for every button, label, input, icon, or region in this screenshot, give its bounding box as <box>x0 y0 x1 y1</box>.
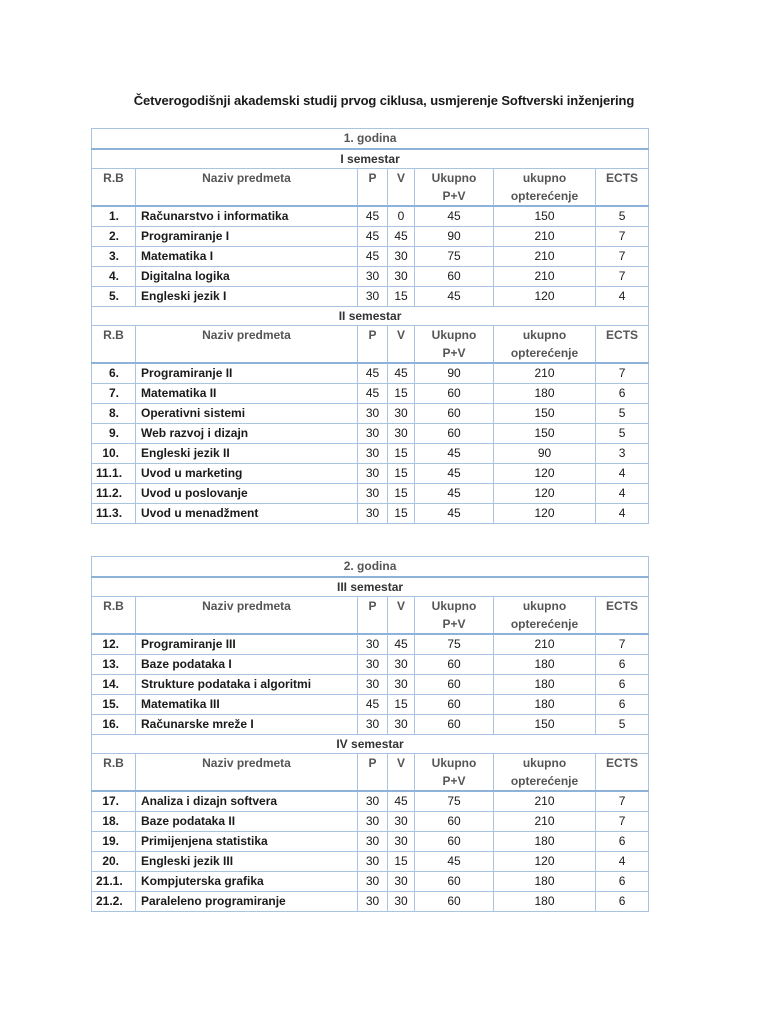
course-total: 45 <box>415 484 494 504</box>
course-v: 0 <box>388 206 415 227</box>
semester-header-row <box>92 307 649 326</box>
course-p: 30 <box>358 504 388 524</box>
course-load: 150 <box>494 404 596 424</box>
col-header-v: V <box>388 326 415 364</box>
table-row <box>92 715 649 735</box>
course-load: 120 <box>494 287 596 307</box>
col-header-name: Naziv predmeta <box>136 754 358 792</box>
course-total: 75 <box>415 247 494 267</box>
course-total: 60 <box>415 675 494 695</box>
course-v: 45 <box>388 791 415 812</box>
col-header-rb: R.B <box>92 326 136 364</box>
table-row <box>92 424 649 444</box>
course-name: Matematika I <box>136 247 358 267</box>
course-name: Kompjuterska grafika <box>136 872 358 892</box>
table-row <box>92 655 649 675</box>
course-ects: 3 <box>596 444 649 464</box>
course-v: 15 <box>388 695 415 715</box>
year-title: 1. godina <box>92 129 649 150</box>
course-name: Baze podataka II <box>136 812 358 832</box>
col-header-load: ukupno opterećenje <box>494 597 596 635</box>
col-header-ects: ECTS <box>596 597 649 635</box>
table-row <box>92 872 649 892</box>
course-p: 30 <box>358 675 388 695</box>
course-load: 210 <box>494 227 596 247</box>
course-total: 90 <box>415 227 494 247</box>
course-ects: 6 <box>596 384 649 404</box>
course-load: 180 <box>494 384 596 404</box>
semester-title: I semestar <box>92 149 649 169</box>
col-header-rb: R.B <box>92 754 136 792</box>
document-title: Četverogodišnji akademski studij prvog ciklusa, usmjerenje Softverski inženjering <box>133 93 635 108</box>
course-load: 210 <box>494 363 596 384</box>
table-row <box>92 695 649 715</box>
col-header-v: V <box>388 597 415 635</box>
course-p: 30 <box>358 404 388 424</box>
course-p: 30 <box>358 287 388 307</box>
course-name: Operativni sistemi <box>136 404 358 424</box>
course-total: 60 <box>415 812 494 832</box>
course-number: 4. <box>92 267 136 287</box>
course-name: Paraleleno programiranje <box>136 892 358 912</box>
course-number: 20. <box>92 852 136 872</box>
table-row <box>92 892 649 912</box>
course-ects: 7 <box>596 363 649 384</box>
course-ects: 6 <box>596 695 649 715</box>
course-v: 15 <box>388 484 415 504</box>
course-v: 15 <box>388 464 415 484</box>
table-row <box>92 852 649 872</box>
column-header-row <box>92 326 649 364</box>
course-p: 30 <box>358 655 388 675</box>
course-name: Matematika II <box>136 384 358 404</box>
course-number: 3. <box>92 247 136 267</box>
course-v: 15 <box>388 384 415 404</box>
course-name: Baze podataka I <box>136 655 358 675</box>
col-header-v: V <box>388 754 415 792</box>
course-load: 180 <box>494 872 596 892</box>
table-row <box>92 812 649 832</box>
course-number: 5. <box>92 287 136 307</box>
course-load: 120 <box>494 852 596 872</box>
course-name: Engleski jezik II <box>136 444 358 464</box>
table-row <box>92 464 649 484</box>
col-header-p: P <box>358 754 388 792</box>
course-load: 210 <box>494 267 596 287</box>
table-row <box>92 832 649 852</box>
course-number: 1. <box>92 206 136 227</box>
course-load: 90 <box>494 444 596 464</box>
semester-title: IV semestar <box>92 735 649 754</box>
col-header-p: P <box>358 169 388 207</box>
course-number: 13. <box>92 655 136 675</box>
table-row <box>92 287 649 307</box>
course-name: Računarstvo i informatika <box>136 206 358 227</box>
col-header-name: Naziv predmeta <box>136 169 358 207</box>
course-load: 210 <box>494 791 596 812</box>
course-p: 30 <box>358 872 388 892</box>
course-ects: 4 <box>596 287 649 307</box>
course-number: 15. <box>92 695 136 715</box>
table-row <box>92 444 649 464</box>
semester-header-row <box>92 735 649 754</box>
course-v: 30 <box>388 655 415 675</box>
course-p: 45 <box>358 247 388 267</box>
course-v: 30 <box>388 675 415 695</box>
column-header-row <box>92 754 649 792</box>
course-number: 2. <box>92 227 136 247</box>
course-name: Programiranje I <box>136 227 358 247</box>
course-total: 45 <box>415 852 494 872</box>
col-header-p: P <box>358 597 388 635</box>
course-number: 12. <box>92 634 136 655</box>
year-header-row <box>92 129 649 150</box>
table-row <box>92 267 649 287</box>
course-load: 210 <box>494 247 596 267</box>
table-row <box>92 363 649 384</box>
course-load: 120 <box>494 464 596 484</box>
course-ects: 4 <box>596 464 649 484</box>
course-total: 60 <box>415 695 494 715</box>
course-number: 18. <box>92 812 136 832</box>
course-load: 120 <box>494 504 596 524</box>
course-total: 60 <box>415 424 494 444</box>
course-p: 30 <box>358 715 388 735</box>
course-ects: 5 <box>596 404 649 424</box>
col-header-p: P <box>358 326 388 364</box>
course-p: 30 <box>358 444 388 464</box>
course-total: 60 <box>415 267 494 287</box>
course-name: Strukture podataka i algoritmi <box>136 675 358 695</box>
course-ects: 7 <box>596 791 649 812</box>
course-total: 75 <box>415 791 494 812</box>
course-ects: 4 <box>596 852 649 872</box>
course-v: 30 <box>388 872 415 892</box>
col-header-name: Naziv predmeta <box>136 597 358 635</box>
course-total: 60 <box>415 384 494 404</box>
course-total: 60 <box>415 655 494 675</box>
course-total: 75 <box>415 634 494 655</box>
course-ects: 7 <box>596 227 649 247</box>
course-ects: 5 <box>596 424 649 444</box>
curriculum-table-year-1 <box>91 128 649 524</box>
course-name: Digitalna logika <box>136 267 358 287</box>
course-number: 14. <box>92 675 136 695</box>
course-load: 120 <box>494 484 596 504</box>
course-total: 60 <box>415 872 494 892</box>
column-header-row <box>92 597 649 635</box>
course-name: Programiranje II <box>136 363 358 384</box>
col-header-load: ukupno opterećenje <box>494 326 596 364</box>
course-name: Uvod u menadžment <box>136 504 358 524</box>
col-header-total: Ukupno P+V <box>415 169 494 207</box>
course-ects: 7 <box>596 812 649 832</box>
course-ects: 6 <box>596 655 649 675</box>
course-v: 15 <box>388 444 415 464</box>
course-p: 30 <box>358 791 388 812</box>
table-row <box>92 791 649 812</box>
course-v: 30 <box>388 267 415 287</box>
course-name: Analiza i dizajn softvera <box>136 791 358 812</box>
course-number: 11.2. <box>92 484 136 504</box>
course-v: 15 <box>388 504 415 524</box>
course-name: Matematika III <box>136 695 358 715</box>
table-row <box>92 384 649 404</box>
course-p: 45 <box>358 363 388 384</box>
course-load: 210 <box>494 812 596 832</box>
course-v: 30 <box>388 404 415 424</box>
table-row <box>92 484 649 504</box>
course-name: Engleski jezik III <box>136 852 358 872</box>
col-header-ects: ECTS <box>596 326 649 364</box>
course-number: 9. <box>92 424 136 444</box>
table-row <box>92 206 649 227</box>
course-load: 150 <box>494 206 596 227</box>
course-v: 45 <box>388 634 415 655</box>
course-load: 180 <box>494 655 596 675</box>
table-row <box>92 404 649 424</box>
course-p: 30 <box>358 484 388 504</box>
course-ects: 4 <box>596 504 649 524</box>
semester-header-row <box>92 149 649 169</box>
course-name: Web razvoj i dizajn <box>136 424 358 444</box>
course-v: 30 <box>388 812 415 832</box>
course-number: 10. <box>92 444 136 464</box>
course-p: 30 <box>358 852 388 872</box>
course-number: 7. <box>92 384 136 404</box>
table-row <box>92 634 649 655</box>
course-v: 15 <box>388 287 415 307</box>
course-ects: 7 <box>596 267 649 287</box>
course-ects: 6 <box>596 892 649 912</box>
course-p: 30 <box>358 424 388 444</box>
course-ects: 4 <box>596 484 649 504</box>
course-number: 11.1. <box>92 464 136 484</box>
course-load: 180 <box>494 675 596 695</box>
col-header-rb: R.B <box>92 169 136 207</box>
course-load: 150 <box>494 424 596 444</box>
course-p: 30 <box>358 267 388 287</box>
course-v: 30 <box>388 247 415 267</box>
semester-title: II semestar <box>92 307 649 326</box>
table-row <box>92 247 649 267</box>
course-total: 60 <box>415 715 494 735</box>
course-ects: 5 <box>596 206 649 227</box>
course-p: 45 <box>358 227 388 247</box>
course-p: 30 <box>358 832 388 852</box>
course-load: 180 <box>494 832 596 852</box>
course-v: 15 <box>388 852 415 872</box>
course-name: Uvod u poslovanje <box>136 484 358 504</box>
year-title: 2. godina <box>92 557 649 578</box>
course-number: 21.1. <box>92 872 136 892</box>
table-row <box>92 675 649 695</box>
course-p: 45 <box>358 695 388 715</box>
course-v: 45 <box>388 227 415 247</box>
course-load: 180 <box>494 892 596 912</box>
col-header-total: Ukupno P+V <box>415 597 494 635</box>
course-ects: 6 <box>596 675 649 695</box>
course-total: 60 <box>415 892 494 912</box>
course-name: Primijenjena statistika <box>136 832 358 852</box>
semester-header-row <box>92 577 649 597</box>
course-p: 30 <box>358 892 388 912</box>
col-header-total: Ukupno P+V <box>415 326 494 364</box>
course-v: 45 <box>388 363 415 384</box>
course-load: 180 <box>494 695 596 715</box>
course-total: 60 <box>415 404 494 424</box>
course-total: 45 <box>415 464 494 484</box>
col-header-load: ukupno opterećenje <box>494 754 596 792</box>
course-number: 21.2. <box>92 892 136 912</box>
course-v: 30 <box>388 832 415 852</box>
col-header-ects: ECTS <box>596 169 649 207</box>
course-p: 30 <box>358 464 388 484</box>
col-header-ects: ECTS <box>596 754 649 792</box>
course-total: 45 <box>415 206 494 227</box>
course-v: 30 <box>388 715 415 735</box>
course-name: Uvod u marketing <box>136 464 358 484</box>
course-v: 30 <box>388 892 415 912</box>
course-number: 6. <box>92 363 136 384</box>
course-total: 60 <box>415 832 494 852</box>
course-total: 45 <box>415 287 494 307</box>
col-header-name: Naziv predmeta <box>136 326 358 364</box>
course-load: 150 <box>494 715 596 735</box>
table-row <box>92 227 649 247</box>
column-header-row <box>92 169 649 207</box>
course-load: 210 <box>494 634 596 655</box>
col-header-load: ukupno opterećenje <box>494 169 596 207</box>
course-p: 45 <box>358 384 388 404</box>
course-number: 11.3. <box>92 504 136 524</box>
course-ects: 5 <box>596 715 649 735</box>
course-total: 90 <box>415 363 494 384</box>
semester-title: III semestar <box>92 577 649 597</box>
course-name: Engleski jezik I <box>136 287 358 307</box>
course-ects: 6 <box>596 832 649 852</box>
course-name: Programiranje III <box>136 634 358 655</box>
col-header-v: V <box>388 169 415 207</box>
course-number: 19. <box>92 832 136 852</box>
year-header-row <box>92 557 649 578</box>
course-number: 8. <box>92 404 136 424</box>
table-row <box>92 504 649 524</box>
course-total: 45 <box>415 504 494 524</box>
course-name: Računarske mreže I <box>136 715 358 735</box>
course-number: 16. <box>92 715 136 735</box>
col-header-total: Ukupno P+V <box>415 754 494 792</box>
course-p: 30 <box>358 812 388 832</box>
course-ects: 7 <box>596 247 649 267</box>
course-p: 30 <box>358 634 388 655</box>
course-v: 30 <box>388 424 415 444</box>
course-ects: 6 <box>596 872 649 892</box>
col-header-rb: R.B <box>92 597 136 635</box>
course-p: 45 <box>358 206 388 227</box>
course-number: 17. <box>92 791 136 812</box>
course-ects: 7 <box>596 634 649 655</box>
curriculum-table-year-2 <box>91 556 649 912</box>
course-total: 45 <box>415 444 494 464</box>
